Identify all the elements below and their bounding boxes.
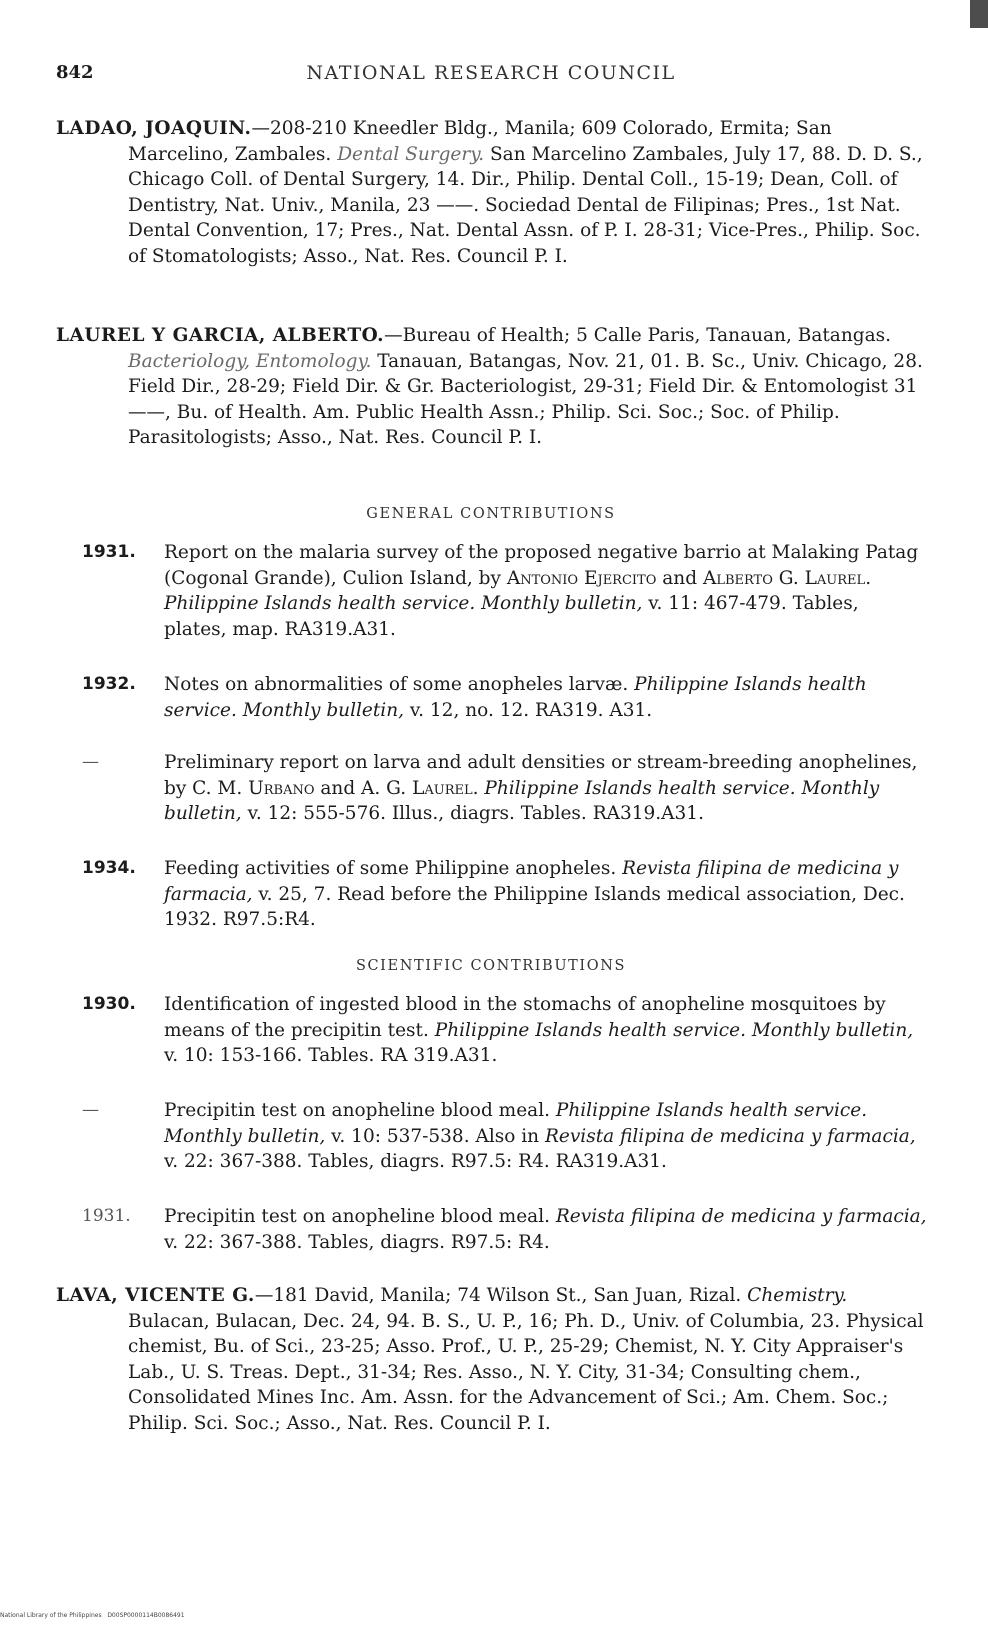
page-header [56,62,926,92]
contribution-item [82,672,927,723]
entry-name: LADAO, JOAQUIN. [56,118,252,139]
entry-field: Bacteriology, Entomology. [128,350,372,372]
contribution-item [82,1098,927,1175]
author-name: Alberto G. Laurel [702,567,866,589]
citation-details: v. 25, 7. Read before the Philippine Islands medical association, Dec. 1932. R97.5:R4. [164,883,905,931]
entry-details: Tanauan, Batangas, Nov. 21, 01. B. Sc., Univ. Chicago, 28. Field Dir., 28-29; Field Dir. & Gr. Bacteriologist, 29-31; Field Dir. & Entomologist 31 ——, Bu. of Health. Am. Public Health Assn.; Philip. Sci. Soc.; Soc. of Philip. Parasitologists; Asso., Nat. Res. Council P. I. [128,350,923,449]
contribution-year: 1934. [82,858,136,878]
text-connector: and A. G. [314,777,413,799]
text-connector: . [472,777,485,799]
contribution-title: Precipitin test on anopheline blood meal. [164,1206,556,1227]
journal-title: Revista filipina de medicina y farmacia, [164,858,899,905]
scan-footer [0,1612,185,1619]
journal-title: Philippine Islands health service. Monthly bulletin, [164,674,867,721]
footer-library: National Library of the Philippines [0,1612,102,1619]
page-number: 842 [56,62,94,83]
section-heading-general: GENERAL CONTRIBUTIONS [366,506,616,522]
citation-details: v. 22: 367-388. Tables, diagrs. R97.5: R4. [164,1231,550,1253]
citation-details: v. 10: 537-538. Also in [325,1125,545,1147]
journal-title: Revista filipina de medicina y farmacia, [555,1206,927,1227]
contribution-year: — [82,752,99,772]
entry-details: Bulacan, Bulacan, Dec. 24, 94. B. S., U. P., 16; Ph. D., Univ. of Columbia, 23. Physical chemist, Bu. of Sci., 23-25; Asso. Prof., U. P., 25-29; Chemist, N. Y. City Appraiser's Lab., U. S. Treas. Dept., 31-34; Res. Asso., N. Y. City, 31-34; Consulting chem., Consolidated Mines Inc. Am. Assn. for the Advancement of Sci.; Am. Chem. Soc.; Philip. Sci. Soc.; Asso., Nat. Res. Council P. I. [128,1310,924,1434]
text-connector: and [656,567,703,589]
entry-field: Chemistry. [747,1285,848,1306]
biography-entry-lava [56,1283,926,1437]
coauthor-name: Antonio Ejercito [506,567,657,589]
contribution-item [82,856,927,933]
journal-title: Philippine Islands health service. Monthly bulletin, [434,1019,914,1041]
running-title: NATIONAL RESEARCH COUNCIL [306,62,676,84]
contribution-title: Identification of ingested blood in the stomachs of anopheline mosquitoes by means of the precipitin test. [164,994,886,1041]
citation-details: v. 22: 367-388. Tables, diagrs. R97.5: R4. RA319.A31. [164,1151,667,1173]
entry-address: —208-210 Kneedler Bldg., Manila; 609 Colorado, Ermita; San Marcelino, Zambales. [128,118,832,165]
citation-details: v. 12, no. 12. RA319. A31. [404,699,653,721]
contribution-title: Precipitin test on anopheline blood meal. [164,1100,556,1121]
citation-details: v. 11: 467-479. Tables, plates, map. RA319.A31. [164,593,859,640]
author-name: Laurel [412,777,473,799]
text-connector: . [865,567,872,589]
entry-name: LAUREL Y GARCIA, ALBERTO. [56,325,385,346]
contribution-year: 1930. [82,994,136,1014]
contribution-year: 1931. [82,1206,131,1226]
contribution-year: 1932. [82,674,136,694]
journal-title: Philippine Islands health service. Monthly bulletin, [164,777,880,825]
contribution-item [82,1204,927,1255]
journal-title: Philippine Islands health service. Monthly bulletin, [164,593,643,615]
biography-entry-laurel [56,323,926,451]
journal-title: Philippine Islands health service. Monthly bulletin, [164,1100,868,1147]
contribution-title: Feeding activities of some Philippine anopheles. [164,858,623,879]
contribution-year: 1931. [82,542,136,562]
citation-details: v. 10: 153-166. Tables. RA 319.A31. [164,1045,498,1067]
footer-id: D00SP0000114B0086491 [107,1612,185,1619]
entry-details: San Marcelino Zambales, July 17, 88. D. D. S., Chicago Coll. of Dental Surgery, 14. Dir., Philip. Dental Coll., 15-19; Dean, Coll. of Dentistry, Nat. Univ., Manila, 23 ——. Sociedad Dental de Filipinas; Pres., 1st Nat. Dental Convention, 17; Pres., Nat. Dental Assn. of P. I. 28-31; Vice-Pres., Philip. Soc. of Stomatologists; Asso., Nat. Res. Council P. I. [128,143,923,267]
contribution-title: Preliminary report on larva and adult densities or stream-breeding anophelines, by C. M. [164,752,918,799]
biography-entry-ladao [56,116,926,270]
entry-address: —181 David, Manila; 74 Wilson St., San Juan, Rizal. [254,1285,742,1306]
contribution-item [82,992,927,1069]
journal-title: Revista filipina de medicina y farmacia, [544,1125,916,1147]
entry-name: LAVA, VICENTE G. [56,1285,255,1306]
entry-address: —Bureau of Health; 5 Calle Paris, Tanauan, Batangas. [384,325,891,346]
section-heading-scientific: SCIENTIFIC CONTRIBUTIONS [355,958,627,974]
contribution-title: Report on the malaria survey of the proposed negative barrio at Malaking Patag (Cogonal Grande), Culion Island, by [164,542,919,589]
contribution-item [82,540,927,642]
contribution-year: — [82,1100,99,1120]
contribution-title: Notes on abnormalities of some anopheles larvæ. [164,674,635,695]
coauthor-name: Urbano [248,777,315,799]
citation-details: v. 12: 555-576. Illus., diagrs. Tables. RA319.A31. [241,803,704,825]
scan-edge-mark [970,0,988,28]
contribution-item [82,750,927,827]
entry-field: Dental Surgery. [337,143,485,165]
